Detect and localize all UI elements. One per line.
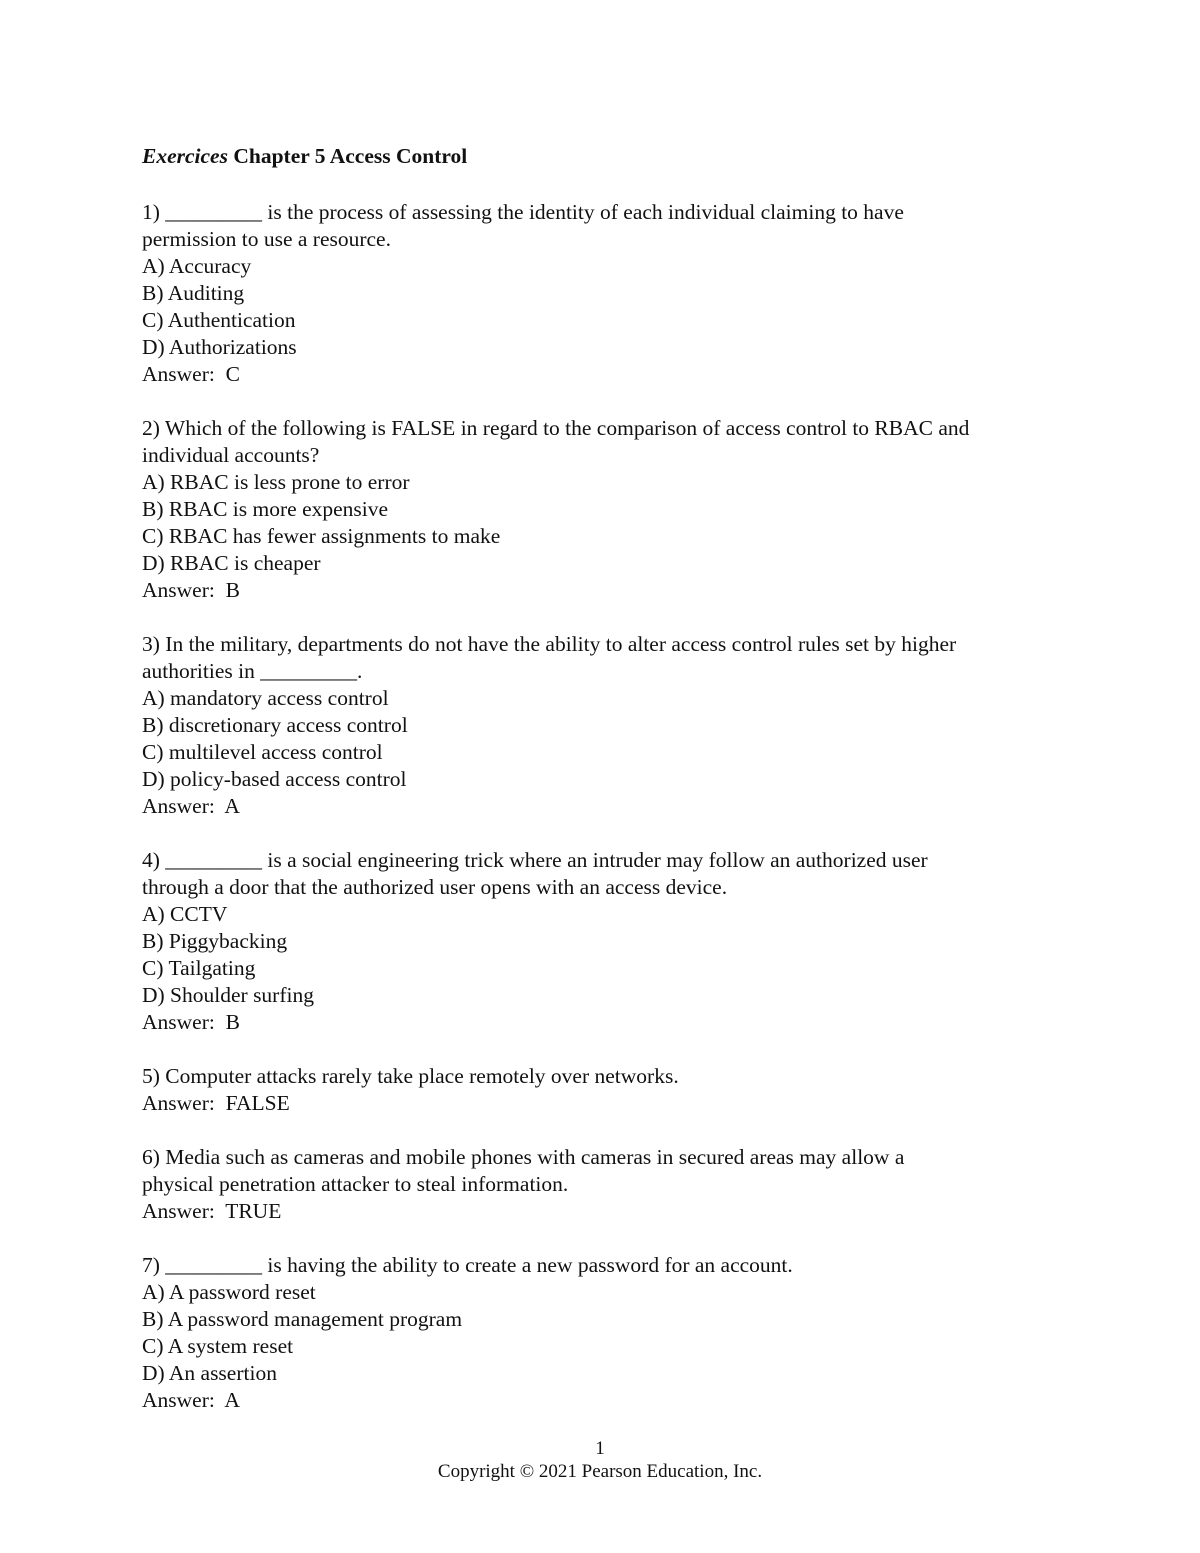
question-line: A) A password reset bbox=[142, 1280, 316, 1304]
question-block bbox=[142, 847, 1062, 1036]
question-list bbox=[142, 199, 1062, 1414]
question-line: B) RBAC is more expensive bbox=[142, 497, 389, 521]
question-line: A) mandatory access control bbox=[142, 686, 389, 710]
answer-line: Answer: B bbox=[142, 578, 240, 602]
question-line: D) RBAC is cheaper bbox=[142, 551, 321, 575]
question-block bbox=[142, 631, 1062, 820]
question-line: B) Piggybacking bbox=[142, 929, 288, 953]
answer-line: Answer: B bbox=[142, 1010, 240, 1034]
question-text: 3) In the military, departments do not have the ability to alter access control rules set by higher bbox=[142, 632, 957, 656]
question-line: C) Tailgating bbox=[142, 956, 256, 980]
question-line: A) Accuracy bbox=[142, 254, 252, 278]
question-line: B) discretionary access control bbox=[142, 713, 408, 737]
question-line: D) policy-based access control bbox=[142, 767, 407, 791]
question-line: D) An assertion bbox=[142, 1361, 277, 1385]
question-block bbox=[142, 1063, 1062, 1117]
question-block bbox=[142, 415, 1062, 604]
answer-line: Answer: A bbox=[142, 1388, 240, 1412]
page-number: 1 bbox=[595, 1438, 605, 1459]
question-line: A) CCTV bbox=[142, 902, 228, 926]
question-text: 4) _________ is a social engineering trick where an intruder may follow an authorized user bbox=[142, 848, 928, 872]
question-line: B) Auditing bbox=[142, 281, 245, 305]
question-line: C) A system reset bbox=[142, 1334, 294, 1358]
question-text: 7) _________ is having the ability to create a new password for an account. bbox=[142, 1253, 793, 1277]
question-line: C) RBAC has fewer assignments to make bbox=[142, 524, 501, 548]
question-line: through a door that the authorized user opens with an access device. bbox=[142, 875, 728, 899]
question-block bbox=[142, 1252, 1062, 1414]
answer-line: Answer: A bbox=[142, 794, 240, 818]
question-line: C) multilevel access control bbox=[142, 740, 383, 764]
title-italic-part: Exercices bbox=[142, 144, 228, 168]
question-line: D) Authorizations bbox=[142, 335, 297, 359]
answer-line: Answer: FALSE bbox=[142, 1091, 290, 1115]
copyright-notice: Copyright © 2021 Pearson Education, Inc. bbox=[437, 1461, 763, 1482]
question-text: 2) Which of the following is FALSE in regard to the comparison of access control to RBAC and bbox=[142, 416, 970, 440]
question-block bbox=[142, 1144, 1062, 1225]
question-line: B) A password management program bbox=[142, 1307, 463, 1331]
document-title bbox=[142, 140, 1062, 172]
question-line: individual accounts? bbox=[142, 443, 320, 467]
question-text: 5) Computer attacks rarely take place remotely over networks. bbox=[142, 1064, 679, 1088]
question-text: 1) _________ is the process of assessing the identity of each individual claiming to have bbox=[142, 200, 904, 224]
question-block bbox=[142, 199, 1062, 388]
document-content bbox=[142, 140, 1062, 1441]
question-line: physical penetration attacker to steal information. bbox=[142, 1172, 569, 1196]
title-main-part: Chapter 5 Access Control bbox=[227, 144, 468, 168]
answer-line: Answer: TRUE bbox=[142, 1199, 282, 1223]
question-line: C) Authentication bbox=[142, 308, 296, 332]
question-line: A) RBAC is less prone to error bbox=[142, 470, 410, 494]
question-line: D) Shoulder surfing bbox=[142, 983, 314, 1007]
question-text: 6) Media such as cameras and mobile phones with cameras in secured areas may allow a bbox=[142, 1145, 905, 1169]
question-line: authorities in _________. bbox=[142, 659, 363, 683]
question-line: permission to use a resource. bbox=[142, 227, 391, 251]
answer-line: Answer: C bbox=[142, 362, 240, 386]
